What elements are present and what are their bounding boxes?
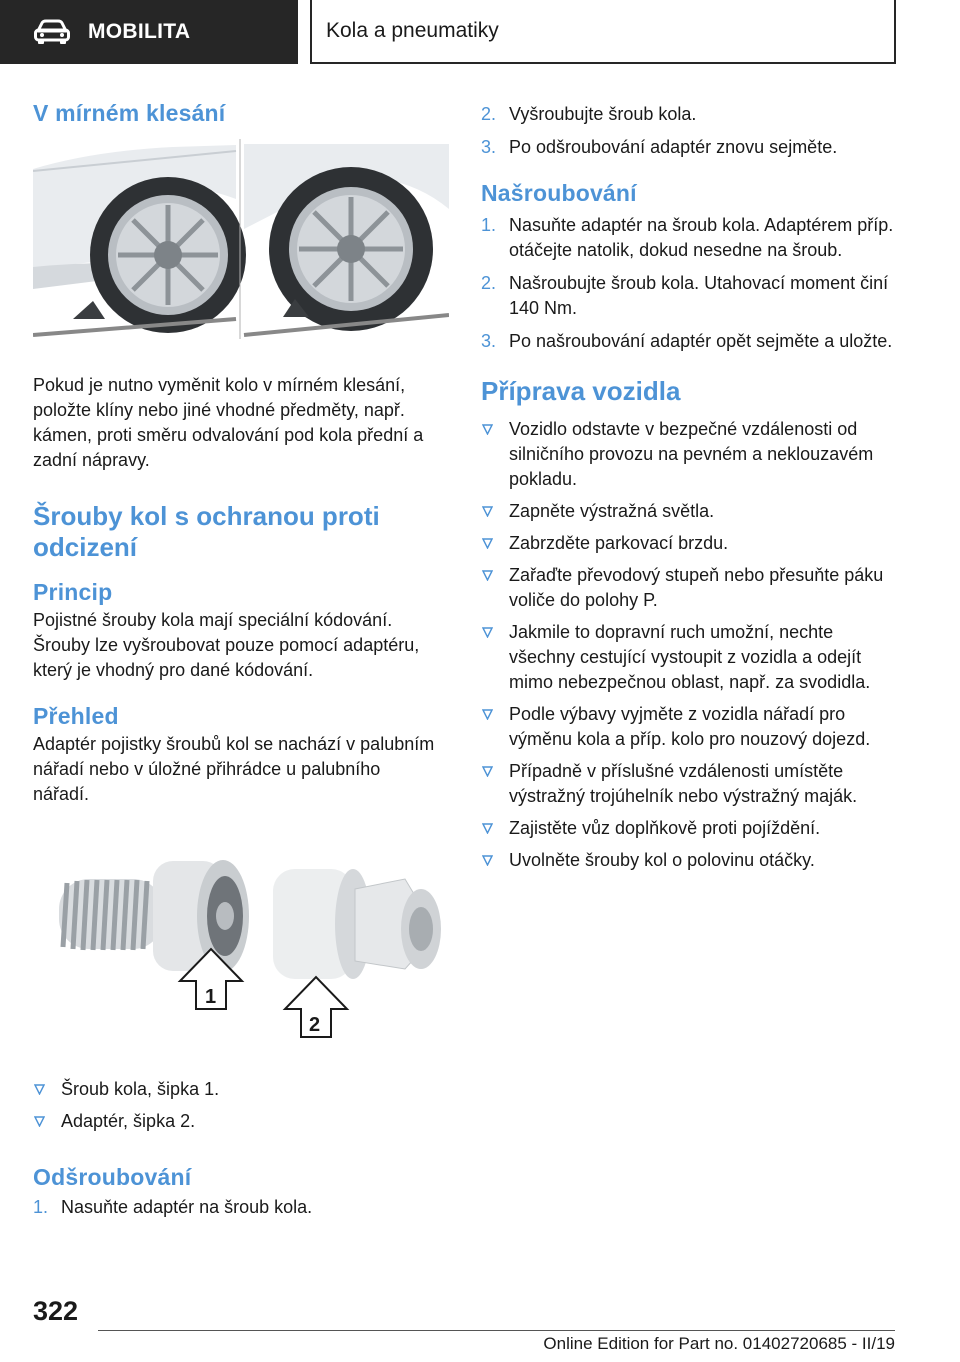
vehicle-preparation-heading: Příprava vozidla xyxy=(481,376,681,406)
triangle-bullet-icon xyxy=(482,766,493,777)
triangle-bullet-icon xyxy=(482,855,493,866)
header-section-tab xyxy=(0,0,298,64)
overview-text: Adaptér pojistky šroubů kol se nachází v palubním nářadí nebo v úložné přihrádce u palubního nářadí. xyxy=(33,734,435,804)
list-item: Šroub kola, šipka 1. xyxy=(33,1077,451,1102)
header-chapter-label: Kola a pneumatiky xyxy=(326,19,499,42)
list-item: Zapněte výstražná světla. xyxy=(481,499,899,524)
triangle-bullet-icon xyxy=(34,1084,45,1095)
figure-legend xyxy=(33,1077,451,1134)
unscrew-heading: Odšroubování xyxy=(33,1164,192,1190)
screw-in-steps xyxy=(481,213,899,354)
adapter-drawing xyxy=(273,869,441,979)
list-item: 2. Našroubujte šroub kola. Utahovací moment činí 140 Nm. xyxy=(481,273,889,318)
right-column xyxy=(481,102,899,880)
arrow-1-label: 1 xyxy=(205,986,217,1008)
list-item: 2. Vyšroubujte šroub kola. xyxy=(481,104,697,124)
triangle-bullet-icon xyxy=(482,709,493,720)
rear-wheel-panel xyxy=(244,144,449,335)
list-item: Uvolněte šrouby kol o polovinu otáčky. xyxy=(481,848,899,873)
overview-heading: Přehled xyxy=(33,703,119,729)
list-item: 1. Nasuňte adaptér na šroub kola. Adaptérem příp. otáčejte natolik, dokud nesedne na šroub. xyxy=(481,215,894,260)
front-wheel-panel xyxy=(33,139,246,339)
header-chapter-tab xyxy=(310,0,896,64)
principle-heading: Princip xyxy=(33,579,113,605)
unscrew-steps-continued xyxy=(481,102,899,160)
triangle-bullet-icon xyxy=(482,424,493,435)
triangle-bullet-icon xyxy=(482,570,493,581)
slope-text: Pokud je nutno vyměnit kolo v mírném klesání, položte klíny nebo jiné vhodné předměty, např. kámen, proti směru odvalování pod kola přední a zadní nápravy. xyxy=(33,375,424,470)
list-item: Vozidlo odstavte v bezpečné vzdálenosti od silničního provozu na pevném a neklouzavém pokladu. xyxy=(481,417,899,492)
wheel-bolt-adapter-figure xyxy=(33,839,449,1039)
arrow-2 xyxy=(285,977,347,1037)
triangle-bullet-icon xyxy=(482,627,493,638)
footer-divider xyxy=(98,1330,895,1331)
edition-footer: Online Edition for Part no. 01402720685 - II/19 xyxy=(543,1334,895,1353)
list-item: Zabrzděte parkovací brzdu. xyxy=(481,531,899,556)
list-item: 1. Nasuňte adaptér na šroub kola. xyxy=(33,1197,313,1217)
list-item: Zajistěte vůz doplňkově proti pojíždění. xyxy=(481,816,899,841)
slope-heading: V mírném klesání xyxy=(33,100,226,126)
list-item: Případně v příslušné vzdálenosti umístěte výstražný trojúhelník nebo výstražný maják. xyxy=(481,759,899,809)
list-item: 3. Po odšroubování adaptér znovu sejměte. xyxy=(481,137,838,157)
page-number: 322 xyxy=(33,1296,79,1326)
unscrew-steps xyxy=(33,1195,451,1220)
list-item: Podle výbavy vyjměte z vozidla nářadí pro výměnu kola a příp. kolo pro nouzový dojezd. xyxy=(481,702,899,752)
list-item: 3. Po našroubování adaptér opět sejměte a uložte. xyxy=(481,331,893,351)
principle-text: Pojistné šrouby kola mají speciální kódování. Šrouby lze vyšroubovat pouze pomocí adaptéru, který je vhodný pro dané kódování. xyxy=(33,610,420,680)
car-icon xyxy=(34,19,70,45)
triangle-bullet-icon xyxy=(482,823,493,834)
preparation-list xyxy=(481,417,899,873)
screw-in-heading: Našroubování xyxy=(481,180,637,206)
header-section-label: MOBILITA xyxy=(88,20,191,43)
arrow-2-label: 2 xyxy=(309,1014,321,1036)
list-item: Adaptér, šipka 2. xyxy=(33,1109,451,1134)
triangle-bullet-icon xyxy=(482,538,493,549)
triangle-bullet-icon xyxy=(34,1116,45,1127)
wheel-bolt-drawing xyxy=(59,860,249,972)
left-column xyxy=(33,100,451,1228)
list-item: Zařaďte převodový stupeň nebo přesuňte páku voliče do polohy P. xyxy=(481,563,899,613)
wheels-on-slope-figure xyxy=(33,139,449,339)
triangle-bullet-icon xyxy=(482,506,493,517)
list-item: Jakmile to dopravní ruch umožní, nechte všechny cestující vystoupit z vozidla a odejít mimo nebezpečnou oblast, např. za svodidla. xyxy=(481,620,899,695)
wheel-locks-heading: Šrouby kol s ochranou proti odcizení xyxy=(33,501,380,562)
